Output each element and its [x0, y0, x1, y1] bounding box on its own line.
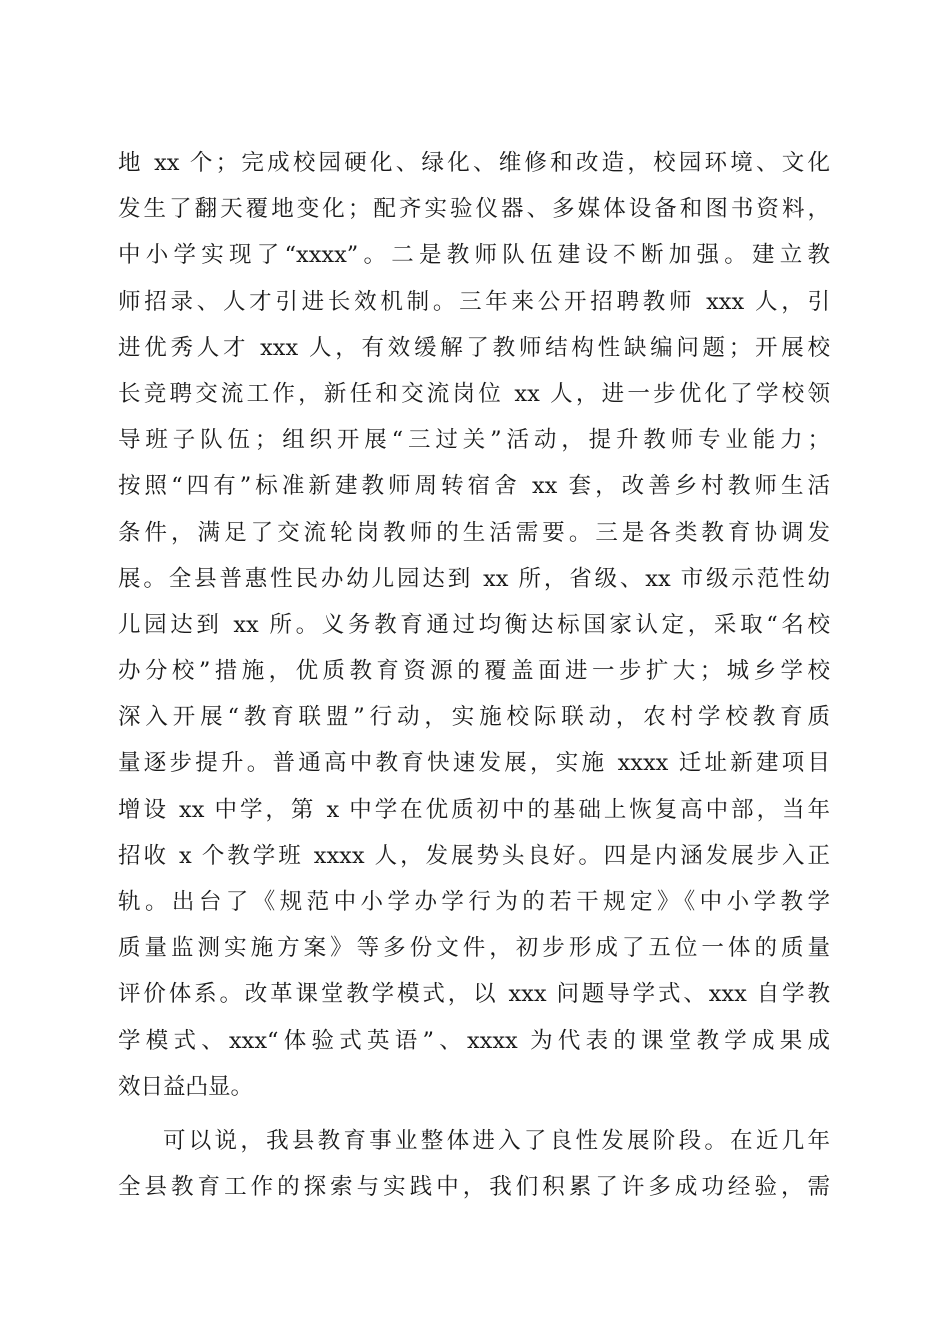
text-line: 条件，满足了交流轮岗教师的生活需要。三是各类教育协调发 [118, 519, 830, 546]
text-line: 效日益凸显。 [118, 1073, 254, 1100]
text-line: 长竞聘交流工作，新任和交流岗位 xx 人，进一步优化了学校领 [118, 380, 830, 407]
text-line: 师招录、人才引进长效机制。三年来公开招聘教师 xxx 人，引 [118, 288, 830, 315]
text-line: 地 xx 个；完成校园硬化、绿化、维修和改造，校园环境、文化 [118, 150, 830, 176]
text-line: 儿园达到 xx 所。义务教育通过均衡达标国家认定，采取“名校 [118, 611, 830, 638]
body-text [118, 140, 830, 1210]
text-line: 评价体系。改革课堂教学模式，以 xxx 问题导学式、xxx 自学教 [118, 981, 830, 1008]
text-line: 导班子队伍；组织开展“三过关”活动，提升教师专业能力； [118, 427, 830, 454]
text-line: 轨。出台了《规范中小学办学行为的若干规定》《中小学教学 [118, 889, 830, 915]
text-line: 招收 x 个教学班 xxxx 人，发展势头良好。四是内涵发展步入正 [118, 842, 830, 869]
text-line: 发生了翻天覆地变化；配齐实验仪器、多媒体设备和图书资料， [118, 196, 830, 223]
text-line: 中小学实现了“xxxx”。二是教师队伍建设不断加强。建立教 [118, 242, 830, 269]
text-line: 进优秀人才 xxx 人，有效缓解了教师结构性缺编问题；开展校 [118, 334, 830, 361]
text-line: 量逐步提升。普通高中教育快速发展，实施 xxxx 迁址新建项目 [118, 750, 830, 777]
text-line: 学模式、xxx“体验式英语”、xxxx 为代表的课堂教学成果成 [118, 1027, 830, 1054]
text-line: 深入开展“教育联盟”行动，实施校际联动，农村学校教育质 [118, 704, 830, 731]
paragraph-1 [118, 140, 830, 1110]
text-line: 办分校”措施，优质教育资源的覆盖面进一步扩大；城乡学校 [118, 658, 830, 685]
text-line: 质量监测实施方案》等多份文件，初步形成了五位一体的质量 [118, 935, 830, 962]
text-line: 可以说，我县教育事业整体进入了良性发展阶段。在近几年 [163, 1127, 830, 1154]
text-line: 增设 xx 中学，第 x 中学在优质初中的基础上恢复高中部，当年 [118, 796, 830, 823]
text-line: 展。全县普惠性民办幼儿园达到 xx 所，省级、xx 市级示范性幼 [118, 565, 830, 592]
text-line: 按照“四有”标准新建教师周转宿舍 xx 套，改善乡村教师生活 [118, 473, 830, 500]
paragraph-2 [118, 1118, 830, 1210]
text-line: 全县教育工作的探索与实践中，我们积累了许多成功经验，需 [118, 1174, 830, 1201]
paragraph-spacer [118, 1110, 830, 1118]
